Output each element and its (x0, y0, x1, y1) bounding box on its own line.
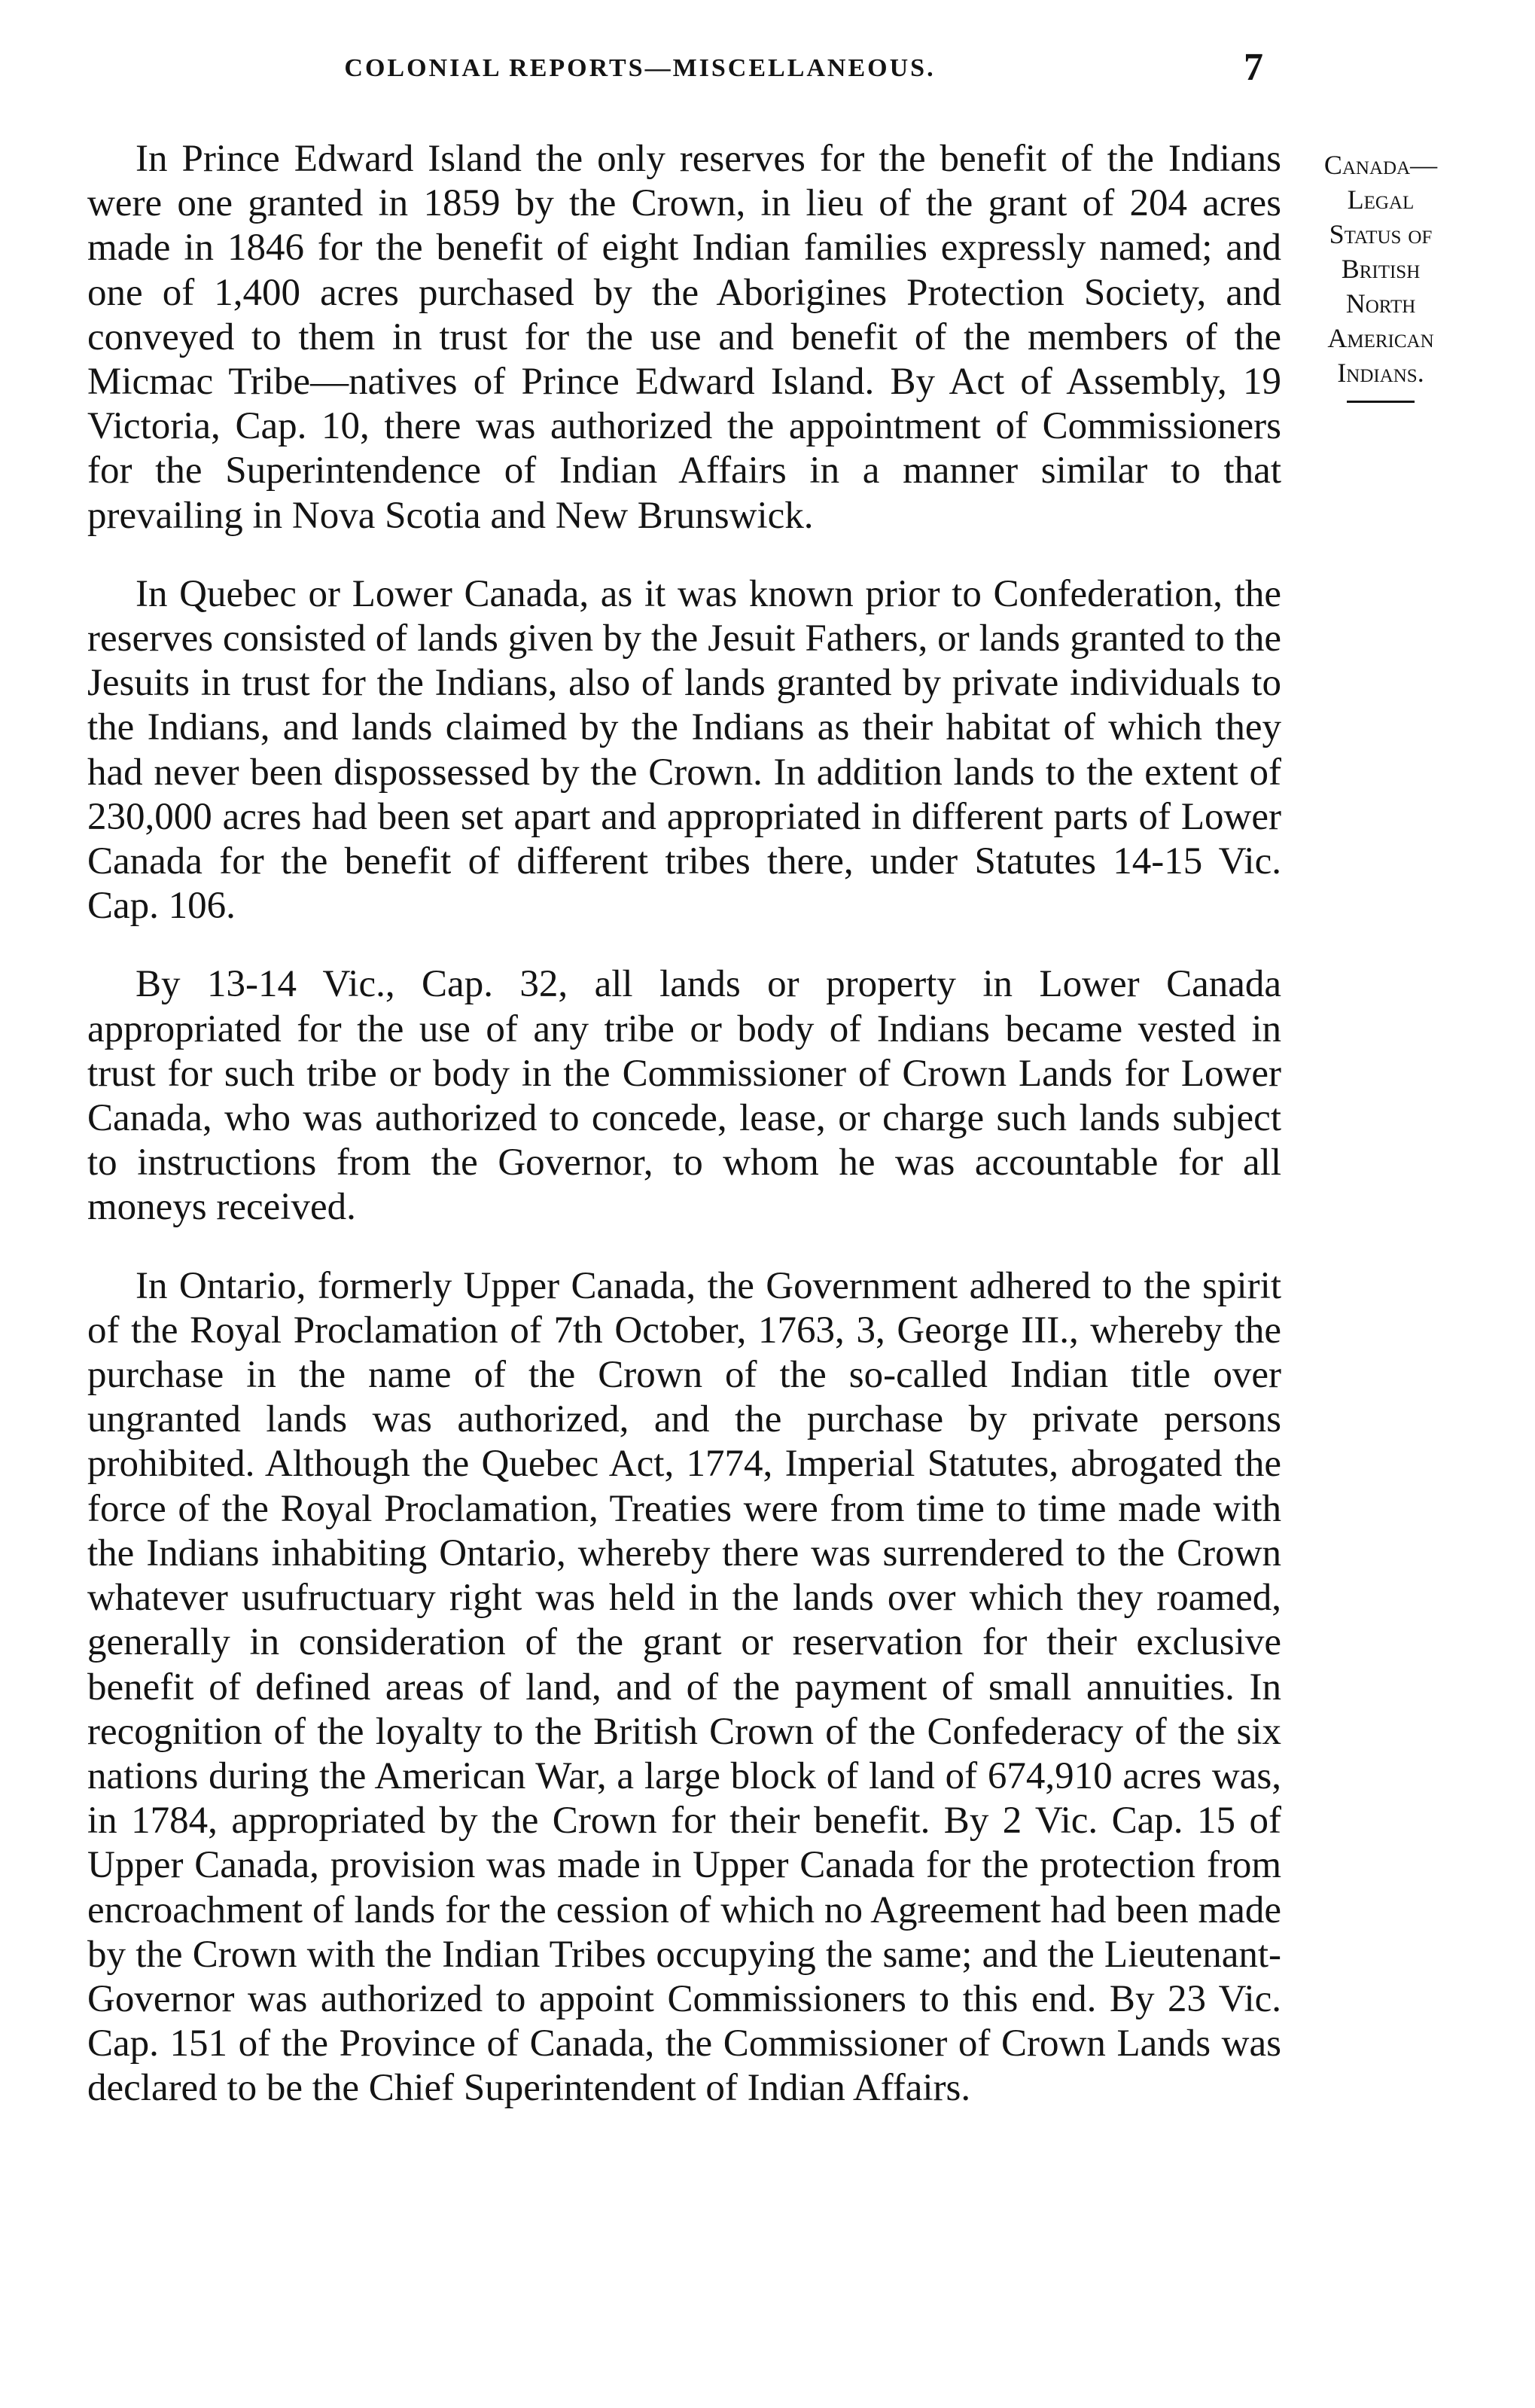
running-head: COLONIAL REPORTS—MISCELLANEOUS. (344, 54, 936, 82)
paragraph-lower-canada-statute: By 13-14 Vic., Cap. 32, all lands or property in Lower Canada appropriated for the use of any tribe or body of Indians became vested in trust for such tribe or body in the Commissioner of Crown Lands for Lower Canada, who was authorized to concede, lease, or charge such lands subject to instructions from the Governor, to whom he was accountable for all moneys received. (87, 963, 1281, 1229)
paragraph-quebec: In Quebec or Lower Canada, as it was known prior to Confederation, the reserves consisted of lands given by the Jesuit Fathers, or lands granted to the Jesuits in trust for the Indians, also of lands granted by private individuals to the Indians, and lands claimed by the Indians as their habitat of which they had never been dispossessed by the Crown. In addition lands to the extent of 230,000 acres had been set apart and appropriated in different parts of Lower Canada for the benefit of different tribes there, under Statutes 14-15 Vic. Cap. 106. (87, 572, 1281, 928)
sidenote-line: British (1341, 254, 1421, 284)
page-number: 7 (1244, 46, 1263, 89)
paragraph-prince-edward-island: In Prince Edward Island the only reserves for the benefit of the Indians were one granted in 1859 by the Crown, in lieu of the grant of 204 acres made in 1846 for the benefit of eight Indian families expressly named; and one of 1,400 acres purchased by the Aborigines Protection Society, and conveyed to them in trust for the use and benefit of the members of the Micmac Tribe—natives of Prince Edward Island. By Act of Assembly, 19 Victoria, Cap. 10, there was authorized the appointment of Commissioners for the Superintendence of Indian Affairs in a manner similar to that prevailing in Nova Scotia and New Brunswick. (87, 138, 1281, 537)
sidenote-line: North (1345, 288, 1416, 319)
sidenote-rule (1347, 401, 1415, 403)
margin-sidenote (1289, 148, 1473, 403)
sidenote-line: Status of (1329, 219, 1433, 249)
sidenote-line: American (1327, 323, 1434, 353)
sidenote-line: Legal (1347, 184, 1415, 215)
sidenote-line: Indians. (1337, 358, 1424, 388)
paragraph-ontario: In Ontario, formerly Upper Canada, the Government adhered to the spirit of the Royal Proclamation of 7th October, 1763, 3, George III., whereby the purchase in the name of the Crown of the so-called Indian title over ungranted lands was authorized, and the purchase by private persons prohibited. Although the Quebec Act, 1774, Imperial Statutes, abrogated the force of the Royal Proclamation, Treaties were from time to time made with the Indians inhabiting Ontario, whereby there was surrendered to the Crown whatever usufructuary right was held in the lands over which they roamed, generally in consideration of the grant or reservation for their exclusive benefit of defined areas of land, and of the payment of small annuities. In recognition of the loyalty to the British Crown of the Confederacy of the six nations during the American War, a large block of land of 674,910 acres was, in 1784, appropriated by the Crown for their benefit. By 2 Vic. Cap. 15 of Upper Canada, provision was made in Upper Canada for the protection from encroachment of lands for the cession of which no Agreement had been made by the Crown with the Indian Tribes occupying the same; and the Lieutenant-Governor was authorized to appoint Commissioners to this end. By 23 Vic. Cap. 151 of the Province of Canada, the Commissioner of Crown Lands was declared to be the Chief Superintendent of Indian Affairs. (87, 1264, 1281, 2110)
sidenote-line: Canada— (1323, 150, 1438, 180)
body-text (87, 137, 1281, 2145)
